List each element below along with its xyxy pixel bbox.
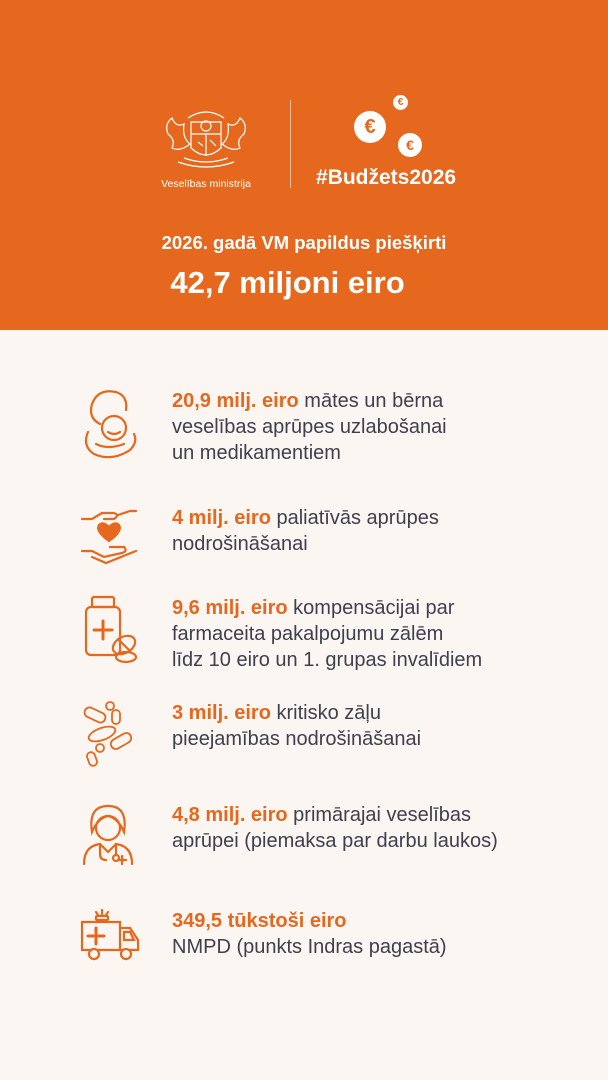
ambulance-icon (78, 908, 140, 980)
item-amount: 349,5 tūkstoši eiro (172, 910, 347, 932)
item-amount: 9,6 milj. eiro (172, 597, 288, 619)
page-subtitle: 2026. gadā VM papildus piešķirti (161, 232, 447, 253)
header-banner (0, 0, 608, 330)
medicine-bottle-icon (78, 595, 140, 667)
item-text: pieejamības nodrošināšanai (172, 728, 422, 750)
total-amount: 42,7 miljoni eiro (170, 265, 405, 300)
item-amount: 4,8 milj. eiro (172, 804, 288, 826)
item-text: mātes un bērna (298, 390, 444, 412)
item-amount: 3 milj. eiro (172, 702, 271, 724)
item-text: līdz 10 eiro un 1. grupas invalīdiem (172, 649, 483, 671)
item-text: un medikamentiem (172, 442, 341, 464)
euro-coin-icon: € (398, 133, 422, 157)
coat-of-arms-icon (158, 104, 254, 174)
item-text: veselības aprūpes uzlabošanai (172, 416, 447, 438)
ministry-name: Veselības ministrija (161, 178, 251, 190)
item-text: kompensācijai par (287, 597, 455, 619)
item-text: primārajai veselības (287, 804, 472, 826)
caring-hands-heart-icon (78, 505, 140, 577)
item-amount: 20,9 milj. eiro (172, 390, 299, 412)
item-amount: 4 milj. eiro (172, 507, 271, 529)
item-text: farmaceita pakalpojumu zālēm (172, 623, 444, 645)
doctor-icon (78, 802, 140, 874)
header-divider (290, 100, 291, 188)
item-text: NMPD (punkts Indras pagastā) (172, 936, 447, 958)
item-text: kritisko zāļu (270, 702, 381, 724)
item-text: nodrošināšanai (172, 533, 308, 555)
budget-hashtag: #Budžets2026 (316, 166, 457, 189)
euro-coin-icon: € (354, 111, 386, 143)
mother-baby-icon (78, 388, 140, 460)
euro-coin-icon: € (393, 95, 408, 110)
pills-icon (78, 700, 140, 772)
item-text: paliatīvās aprūpes (270, 507, 439, 529)
item-text: aprūpei (piemaksa par darbu laukos) (172, 830, 498, 852)
